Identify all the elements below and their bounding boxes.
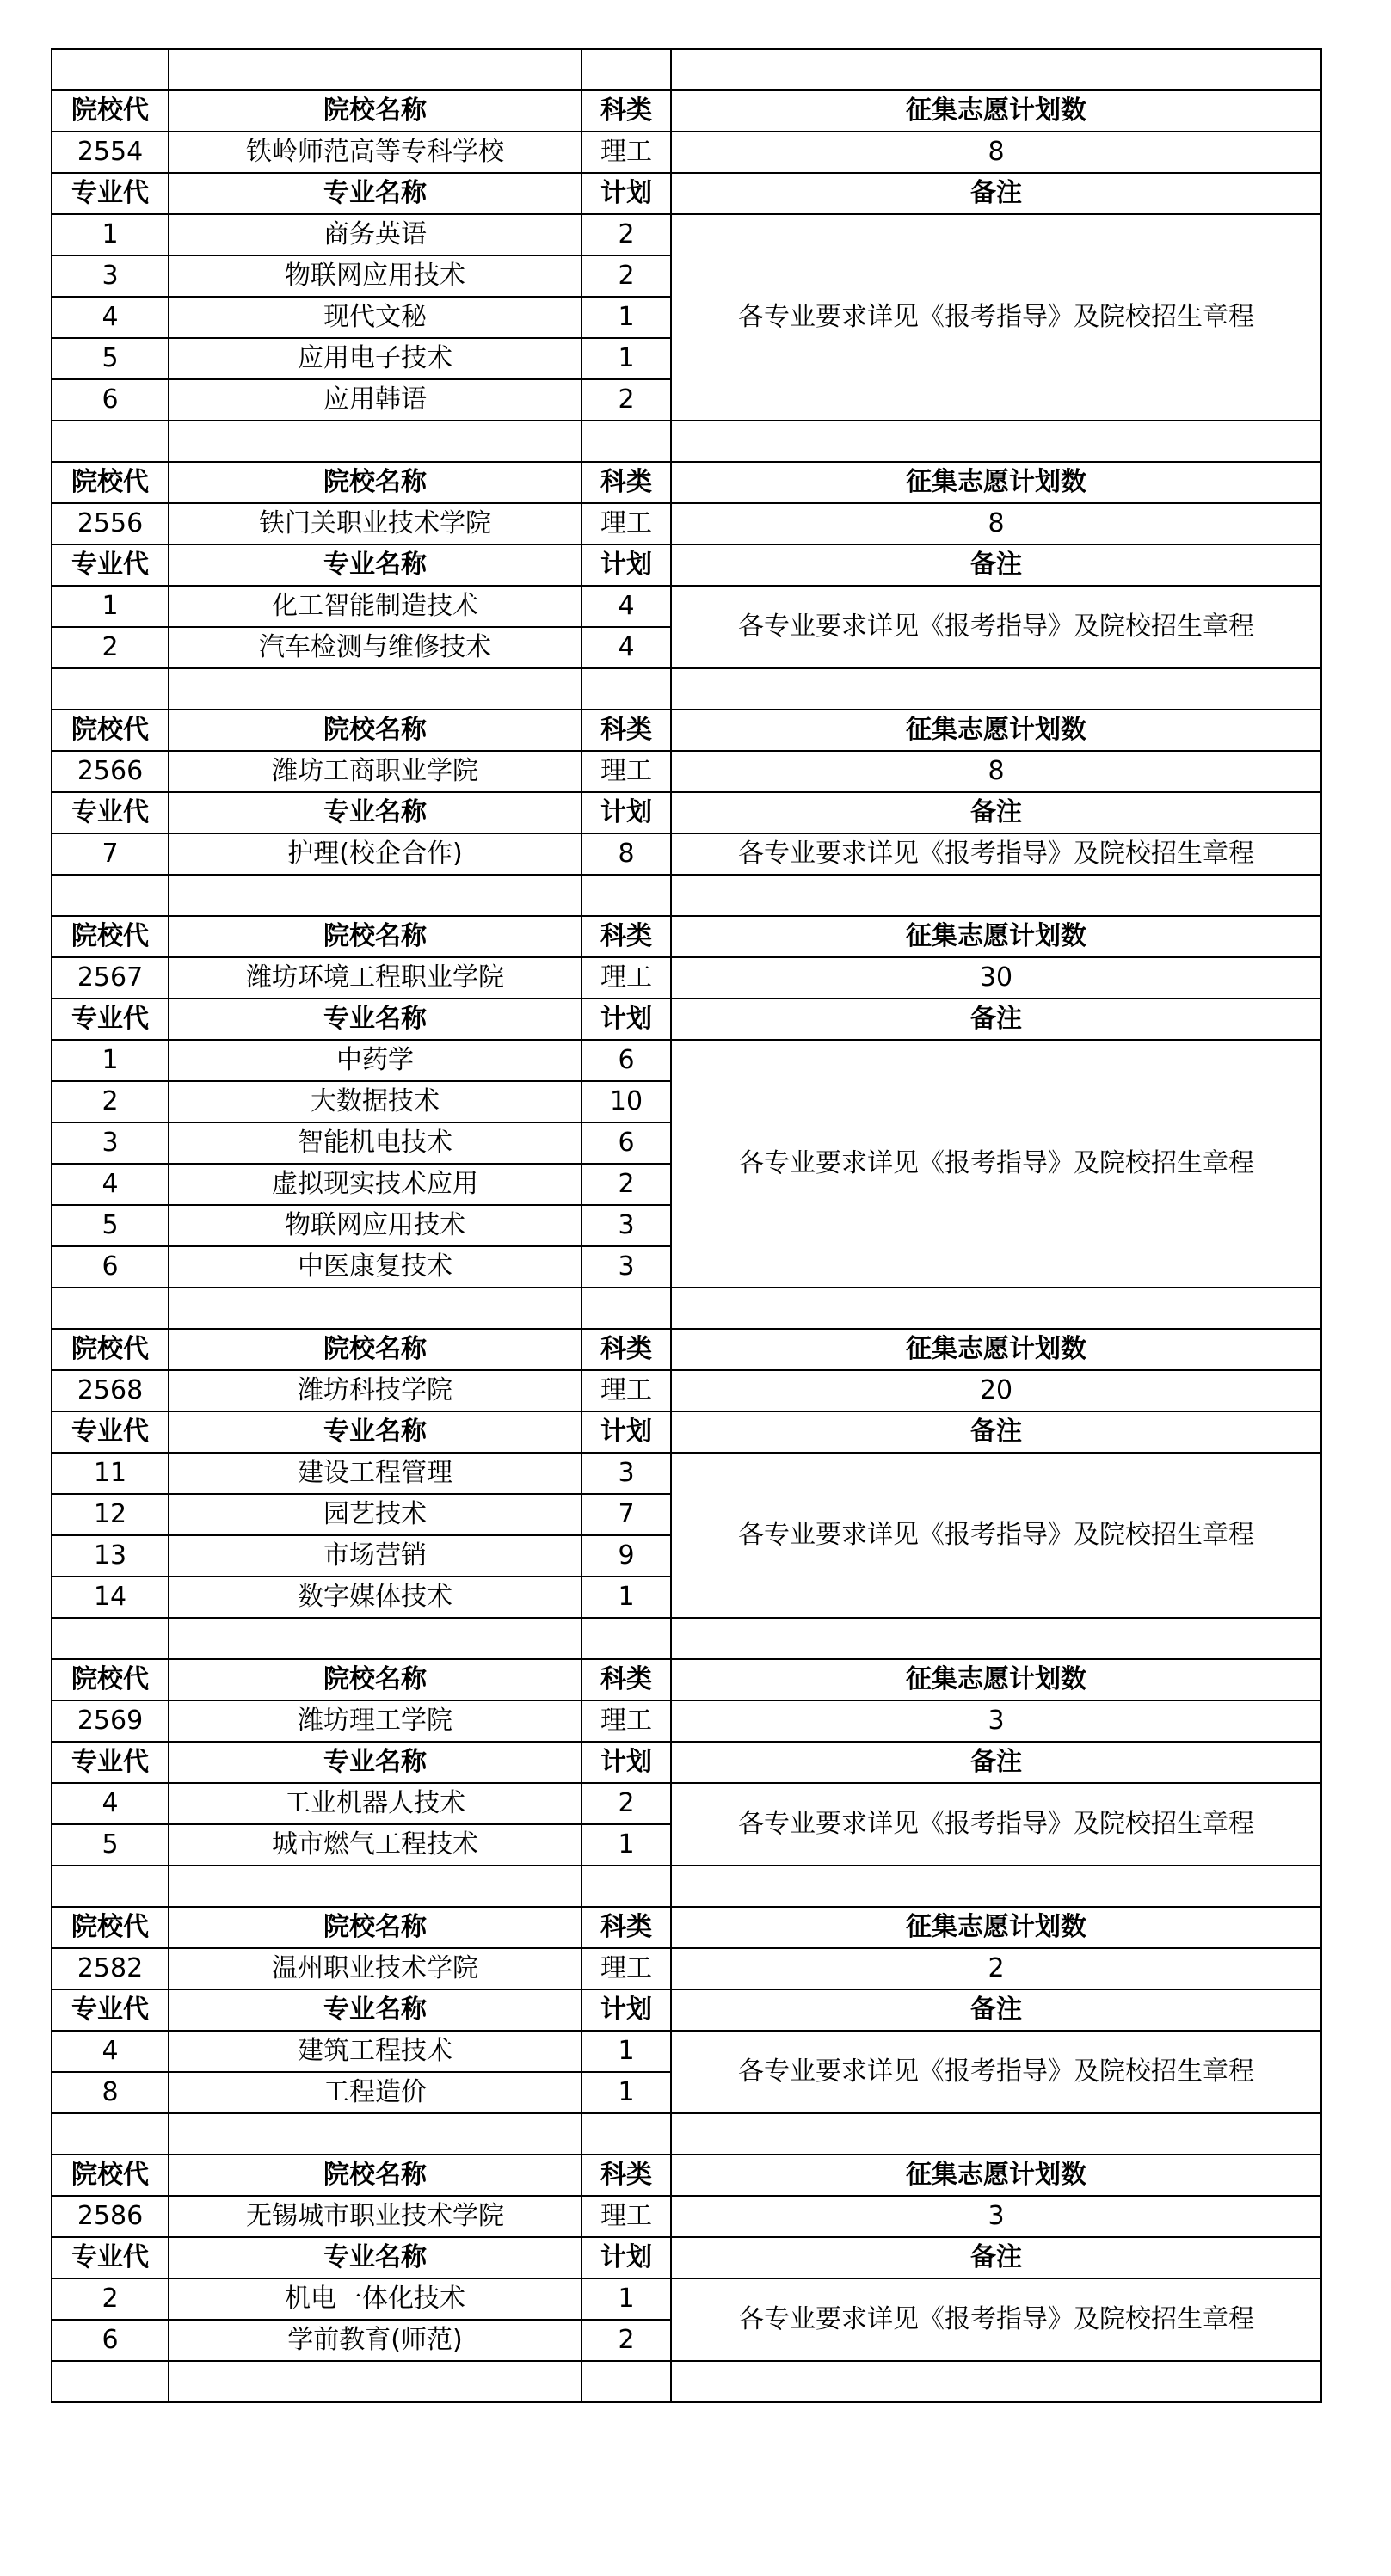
- major-code: 13: [52, 1535, 169, 1577]
- empty-cell: [671, 1288, 1321, 1329]
- major-code: 6: [52, 2320, 169, 2361]
- school-name-header: 院校名称: [169, 1659, 582, 1700]
- school-code-header: 院校代: [52, 1329, 169, 1370]
- major-code: 4: [52, 1164, 169, 1205]
- school-row: [52, 1948, 1321, 1989]
- school-header-row: [52, 462, 1321, 503]
- empty-cell: [169, 875, 582, 916]
- major-plan: 1: [582, 297, 671, 338]
- major-plan: 2: [582, 1783, 671, 1824]
- empty-cell: [169, 421, 582, 462]
- major-plan: 8: [582, 833, 671, 875]
- school-plan-total: 20: [671, 1370, 1321, 1411]
- spacer-row: [52, 1866, 1321, 1907]
- category-header: 科类: [582, 2155, 671, 2196]
- note-cell: 各专业要求详见《报考指导》及院校招生章程: [671, 2278, 1321, 2361]
- empty-cell: [169, 1288, 582, 1329]
- major-code: 8: [52, 2072, 169, 2113]
- major-row: [52, 1783, 1321, 1824]
- school-header-row: [52, 916, 1321, 957]
- major-plan: 10: [582, 1081, 671, 1122]
- major-name: 学前教育(师范): [169, 2320, 582, 2361]
- school-code: 2582: [52, 1948, 169, 1989]
- school-header-row: [52, 1329, 1321, 1370]
- note-cell: 各专业要求详见《报考指导》及院校招生章程: [671, 2031, 1321, 2113]
- school-code-header: 院校代: [52, 90, 169, 132]
- school-name-header: 院校名称: [169, 916, 582, 957]
- major-header-row: [52, 2237, 1321, 2278]
- major-header-row: [52, 792, 1321, 833]
- note-cell: 各专业要求详见《报考指导》及院校招生章程: [671, 1453, 1321, 1618]
- major-code: 6: [52, 379, 169, 421]
- plan-header: 计划: [582, 999, 671, 1040]
- school-name-header: 院校名称: [169, 2155, 582, 2196]
- major-row: [52, 2031, 1321, 2072]
- school-row: [52, 132, 1321, 173]
- school-header-row: [52, 710, 1321, 751]
- major-code-header: 专业代: [52, 999, 169, 1040]
- note-cell: 各专业要求详见《报考指导》及院校招生章程: [671, 1783, 1321, 1866]
- plan-header: 计划: [582, 544, 671, 586]
- major-code-header: 专业代: [52, 173, 169, 214]
- school-plan-total: 30: [671, 957, 1321, 999]
- major-plan: 1: [582, 2072, 671, 2113]
- major-plan: 3: [582, 1205, 671, 1246]
- spacer-row: [52, 875, 1321, 916]
- note-header: 备注: [671, 1411, 1321, 1453]
- plan-header: 计划: [582, 792, 671, 833]
- school-plan-total: 2: [671, 1948, 1321, 1989]
- enrollment-plan-table: [51, 48, 1322, 2403]
- major-code: 6: [52, 1246, 169, 1288]
- plan-total-header: 征集志愿计划数: [671, 462, 1321, 503]
- empty-cell: [671, 668, 1321, 710]
- school-name-header: 院校名称: [169, 462, 582, 503]
- school-category: 理工: [582, 132, 671, 173]
- empty-cell: [52, 875, 169, 916]
- spacer-row: [52, 1618, 1321, 1659]
- school-name: 潍坊科技学院: [169, 1370, 582, 1411]
- school-header-row: [52, 2155, 1321, 2196]
- major-plan: 1: [582, 2278, 671, 2320]
- empty-cell: [52, 1618, 169, 1659]
- major-code: 7: [52, 833, 169, 875]
- major-code: 12: [52, 1494, 169, 1535]
- school-code-header: 院校代: [52, 462, 169, 503]
- major-name: 现代文秘: [169, 297, 582, 338]
- major-name-header: 专业名称: [169, 2237, 582, 2278]
- spacer-row: [52, 2361, 1321, 2402]
- major-name: 建筑工程技术: [169, 2031, 582, 2072]
- empty-cell: [582, 668, 671, 710]
- major-code: 3: [52, 1122, 169, 1164]
- major-header-row: [52, 173, 1321, 214]
- major-name: 化工智能制造技术: [169, 586, 582, 627]
- note-header: 备注: [671, 544, 1321, 586]
- major-code: 4: [52, 297, 169, 338]
- major-name: 应用电子技术: [169, 338, 582, 379]
- school-plan-total: 8: [671, 751, 1321, 792]
- major-code-header: 专业代: [52, 1411, 169, 1453]
- empty-cell: [169, 49, 582, 90]
- major-code: 3: [52, 255, 169, 297]
- major-code: 1: [52, 1040, 169, 1081]
- note-cell: 各专业要求详见《报考指导》及院校招生章程: [671, 586, 1321, 668]
- major-code-header: 专业代: [52, 544, 169, 586]
- major-code: 2: [52, 1081, 169, 1122]
- major-name: 大数据技术: [169, 1081, 582, 1122]
- empty-cell: [582, 1866, 671, 1907]
- school-name: 铁门关职业技术学院: [169, 503, 582, 544]
- major-name-header: 专业名称: [169, 544, 582, 586]
- school-row: [52, 751, 1321, 792]
- plan-total-header: 征集志愿计划数: [671, 2155, 1321, 2196]
- school-code-header: 院校代: [52, 1907, 169, 1948]
- school-category: 理工: [582, 2196, 671, 2237]
- major-name: 物联网应用技术: [169, 255, 582, 297]
- school-category: 理工: [582, 503, 671, 544]
- major-code-header: 专业代: [52, 1989, 169, 2031]
- plan-total-header: 征集志愿计划数: [671, 1329, 1321, 1370]
- school-header-row: [52, 1907, 1321, 1948]
- category-header: 科类: [582, 462, 671, 503]
- major-name: 中医康复技术: [169, 1246, 582, 1288]
- major-code: 2: [52, 627, 169, 668]
- empty-cell: [169, 668, 582, 710]
- school-name: 潍坊工商职业学院: [169, 751, 582, 792]
- major-name: 商务英语: [169, 214, 582, 255]
- note-header: 备注: [671, 999, 1321, 1040]
- empty-cell: [671, 1866, 1321, 1907]
- major-row: [52, 586, 1321, 627]
- empty-cell: [582, 1618, 671, 1659]
- major-plan: 6: [582, 1040, 671, 1081]
- school-category: 理工: [582, 957, 671, 999]
- major-plan: 1: [582, 1577, 671, 1618]
- major-row: [52, 2278, 1321, 2320]
- school-name-header: 院校名称: [169, 90, 582, 132]
- school-row: [52, 503, 1321, 544]
- major-row: [52, 214, 1321, 255]
- school-code: 2568: [52, 1370, 169, 1411]
- spacer-row: [52, 668, 1321, 710]
- school-code-header: 院校代: [52, 1659, 169, 1700]
- spacer-row: [52, 49, 1321, 90]
- note-cell: 各专业要求详见《报考指导》及院校招生章程: [671, 833, 1321, 875]
- school-plan-total: 8: [671, 503, 1321, 544]
- major-name-header: 专业名称: [169, 792, 582, 833]
- major-plan: 7: [582, 1494, 671, 1535]
- category-header: 科类: [582, 916, 671, 957]
- plan-total-header: 征集志愿计划数: [671, 710, 1321, 751]
- major-code-header: 专业代: [52, 2237, 169, 2278]
- major-plan: 3: [582, 1453, 671, 1494]
- major-plan: 2: [582, 214, 671, 255]
- category-header: 科类: [582, 710, 671, 751]
- empty-cell: [582, 49, 671, 90]
- empty-cell: [52, 1288, 169, 1329]
- empty-cell: [671, 875, 1321, 916]
- major-code-header: 专业代: [52, 792, 169, 833]
- plan-header: 计划: [582, 1742, 671, 1783]
- school-name: 无锡城市职业技术学院: [169, 2196, 582, 2237]
- note-cell: 各专业要求详见《报考指导》及院校招生章程: [671, 1040, 1321, 1288]
- major-code: 11: [52, 1453, 169, 1494]
- major-code: 5: [52, 1824, 169, 1866]
- major-code: 1: [52, 586, 169, 627]
- major-plan: 9: [582, 1535, 671, 1577]
- major-name-header: 专业名称: [169, 1411, 582, 1453]
- major-name: 应用韩语: [169, 379, 582, 421]
- major-code: 5: [52, 1205, 169, 1246]
- major-code: 14: [52, 1577, 169, 1618]
- major-row: [52, 1040, 1321, 1081]
- school-code: 2569: [52, 1700, 169, 1742]
- major-row: [52, 1453, 1321, 1494]
- major-name: 虚拟现实技术应用: [169, 1164, 582, 1205]
- school-plan-total: 3: [671, 2196, 1321, 2237]
- major-code: 5: [52, 338, 169, 379]
- plan-total-header: 征集志愿计划数: [671, 90, 1321, 132]
- empty-cell: [671, 1618, 1321, 1659]
- major-plan: 1: [582, 1824, 671, 1866]
- school-name: 铁岭师范高等专科学校: [169, 132, 582, 173]
- plan-header: 计划: [582, 2237, 671, 2278]
- category-header: 科类: [582, 1659, 671, 1700]
- major-plan: 1: [582, 2031, 671, 2072]
- major-plan: 3: [582, 1246, 671, 1288]
- school-plan-total: 8: [671, 132, 1321, 173]
- school-code: 2586: [52, 2196, 169, 2237]
- school-code-header: 院校代: [52, 2155, 169, 2196]
- major-plan: 4: [582, 586, 671, 627]
- plan-header: 计划: [582, 173, 671, 214]
- school-name-header: 院校名称: [169, 1329, 582, 1370]
- school-header-row: [52, 1659, 1321, 1700]
- empty-cell: [671, 49, 1321, 90]
- major-header-row: [52, 1742, 1321, 1783]
- major-name: 城市燃气工程技术: [169, 1824, 582, 1866]
- empty-cell: [582, 421, 671, 462]
- school-plan-total: 3: [671, 1700, 1321, 1742]
- school-code-header: 院校代: [52, 916, 169, 957]
- school-category: 理工: [582, 1700, 671, 1742]
- category-header: 科类: [582, 90, 671, 132]
- empty-cell: [52, 2361, 169, 2402]
- major-code: 4: [52, 1783, 169, 1824]
- spacer-row: [52, 2113, 1321, 2155]
- school-code-header: 院校代: [52, 710, 169, 751]
- note-header: 备注: [671, 792, 1321, 833]
- major-header-row: [52, 1989, 1321, 2031]
- plan-total-header: 征集志愿计划数: [671, 916, 1321, 957]
- major-plan: 4: [582, 627, 671, 668]
- school-name: 潍坊环境工程职业学院: [169, 957, 582, 999]
- major-plan: 2: [582, 255, 671, 297]
- school-row: [52, 2196, 1321, 2237]
- empty-cell: [582, 875, 671, 916]
- plan-header: 计划: [582, 1989, 671, 2031]
- plan-header: 计划: [582, 1411, 671, 1453]
- school-name-header: 院校名称: [169, 710, 582, 751]
- major-code: 1: [52, 214, 169, 255]
- school-code: 2554: [52, 132, 169, 173]
- note-header: 备注: [671, 2237, 1321, 2278]
- major-header-row: [52, 544, 1321, 586]
- empty-cell: [582, 2113, 671, 2155]
- empty-cell: [169, 1618, 582, 1659]
- note-cell: 各专业要求详见《报考指导》及院校招生章程: [671, 214, 1321, 421]
- school-row: [52, 957, 1321, 999]
- school-header-row: [52, 90, 1321, 132]
- school-row: [52, 1370, 1321, 1411]
- school-category: 理工: [582, 1948, 671, 1989]
- major-code-header: 专业代: [52, 1742, 169, 1783]
- major-name-header: 专业名称: [169, 1742, 582, 1783]
- major-name: 机电一体化技术: [169, 2278, 582, 2320]
- note-header: 备注: [671, 1742, 1321, 1783]
- table-body: [52, 49, 1321, 2402]
- major-name: 中药学: [169, 1040, 582, 1081]
- major-name: 物联网应用技术: [169, 1205, 582, 1246]
- major-code: 2: [52, 2278, 169, 2320]
- school-code: 2566: [52, 751, 169, 792]
- empty-cell: [169, 1866, 582, 1907]
- major-name: 市场营销: [169, 1535, 582, 1577]
- plan-total-header: 征集志愿计划数: [671, 1659, 1321, 1700]
- major-name: 工程造价: [169, 2072, 582, 2113]
- empty-cell: [671, 2113, 1321, 2155]
- empty-cell: [671, 2361, 1321, 2402]
- school-name: 温州职业技术学院: [169, 1948, 582, 1989]
- empty-cell: [671, 421, 1321, 462]
- major-plan: 1: [582, 338, 671, 379]
- school-category: 理工: [582, 1370, 671, 1411]
- school-name-header: 院校名称: [169, 1907, 582, 1948]
- plan-total-header: 征集志愿计划数: [671, 1907, 1321, 1948]
- empty-cell: [52, 421, 169, 462]
- major-name-header: 专业名称: [169, 999, 582, 1040]
- major-plan: 2: [582, 2320, 671, 2361]
- note-header: 备注: [671, 173, 1321, 214]
- empty-cell: [169, 2361, 582, 2402]
- empty-cell: [169, 2113, 582, 2155]
- empty-cell: [52, 1866, 169, 1907]
- category-header: 科类: [582, 1329, 671, 1370]
- major-name-header: 专业名称: [169, 173, 582, 214]
- empty-cell: [52, 49, 169, 90]
- empty-cell: [52, 668, 169, 710]
- school-name: 潍坊理工学院: [169, 1700, 582, 1742]
- major-name: 汽车检测与维修技术: [169, 627, 582, 668]
- major-plan: 2: [582, 1164, 671, 1205]
- major-name: 园艺技术: [169, 1494, 582, 1535]
- major-name: 智能机电技术: [169, 1122, 582, 1164]
- major-plan: 6: [582, 1122, 671, 1164]
- major-name: 建设工程管理: [169, 1453, 582, 1494]
- major-code: 4: [52, 2031, 169, 2072]
- school-row: [52, 1700, 1321, 1742]
- major-plan: 2: [582, 379, 671, 421]
- empty-cell: [52, 2113, 169, 2155]
- spacer-row: [52, 1288, 1321, 1329]
- school-code: 2556: [52, 503, 169, 544]
- empty-cell: [582, 2361, 671, 2402]
- major-header-row: [52, 1411, 1321, 1453]
- school-code: 2567: [52, 957, 169, 999]
- major-name: 工业机器人技术: [169, 1783, 582, 1824]
- school-category: 理工: [582, 751, 671, 792]
- major-name-header: 专业名称: [169, 1989, 582, 2031]
- empty-cell: [582, 1288, 671, 1329]
- spacer-row: [52, 421, 1321, 462]
- major-name: 护理(校企合作): [169, 833, 582, 875]
- note-header: 备注: [671, 1989, 1321, 2031]
- major-name: 数字媒体技术: [169, 1577, 582, 1618]
- category-header: 科类: [582, 1907, 671, 1948]
- major-row: [52, 833, 1321, 875]
- major-header-row: [52, 999, 1321, 1040]
